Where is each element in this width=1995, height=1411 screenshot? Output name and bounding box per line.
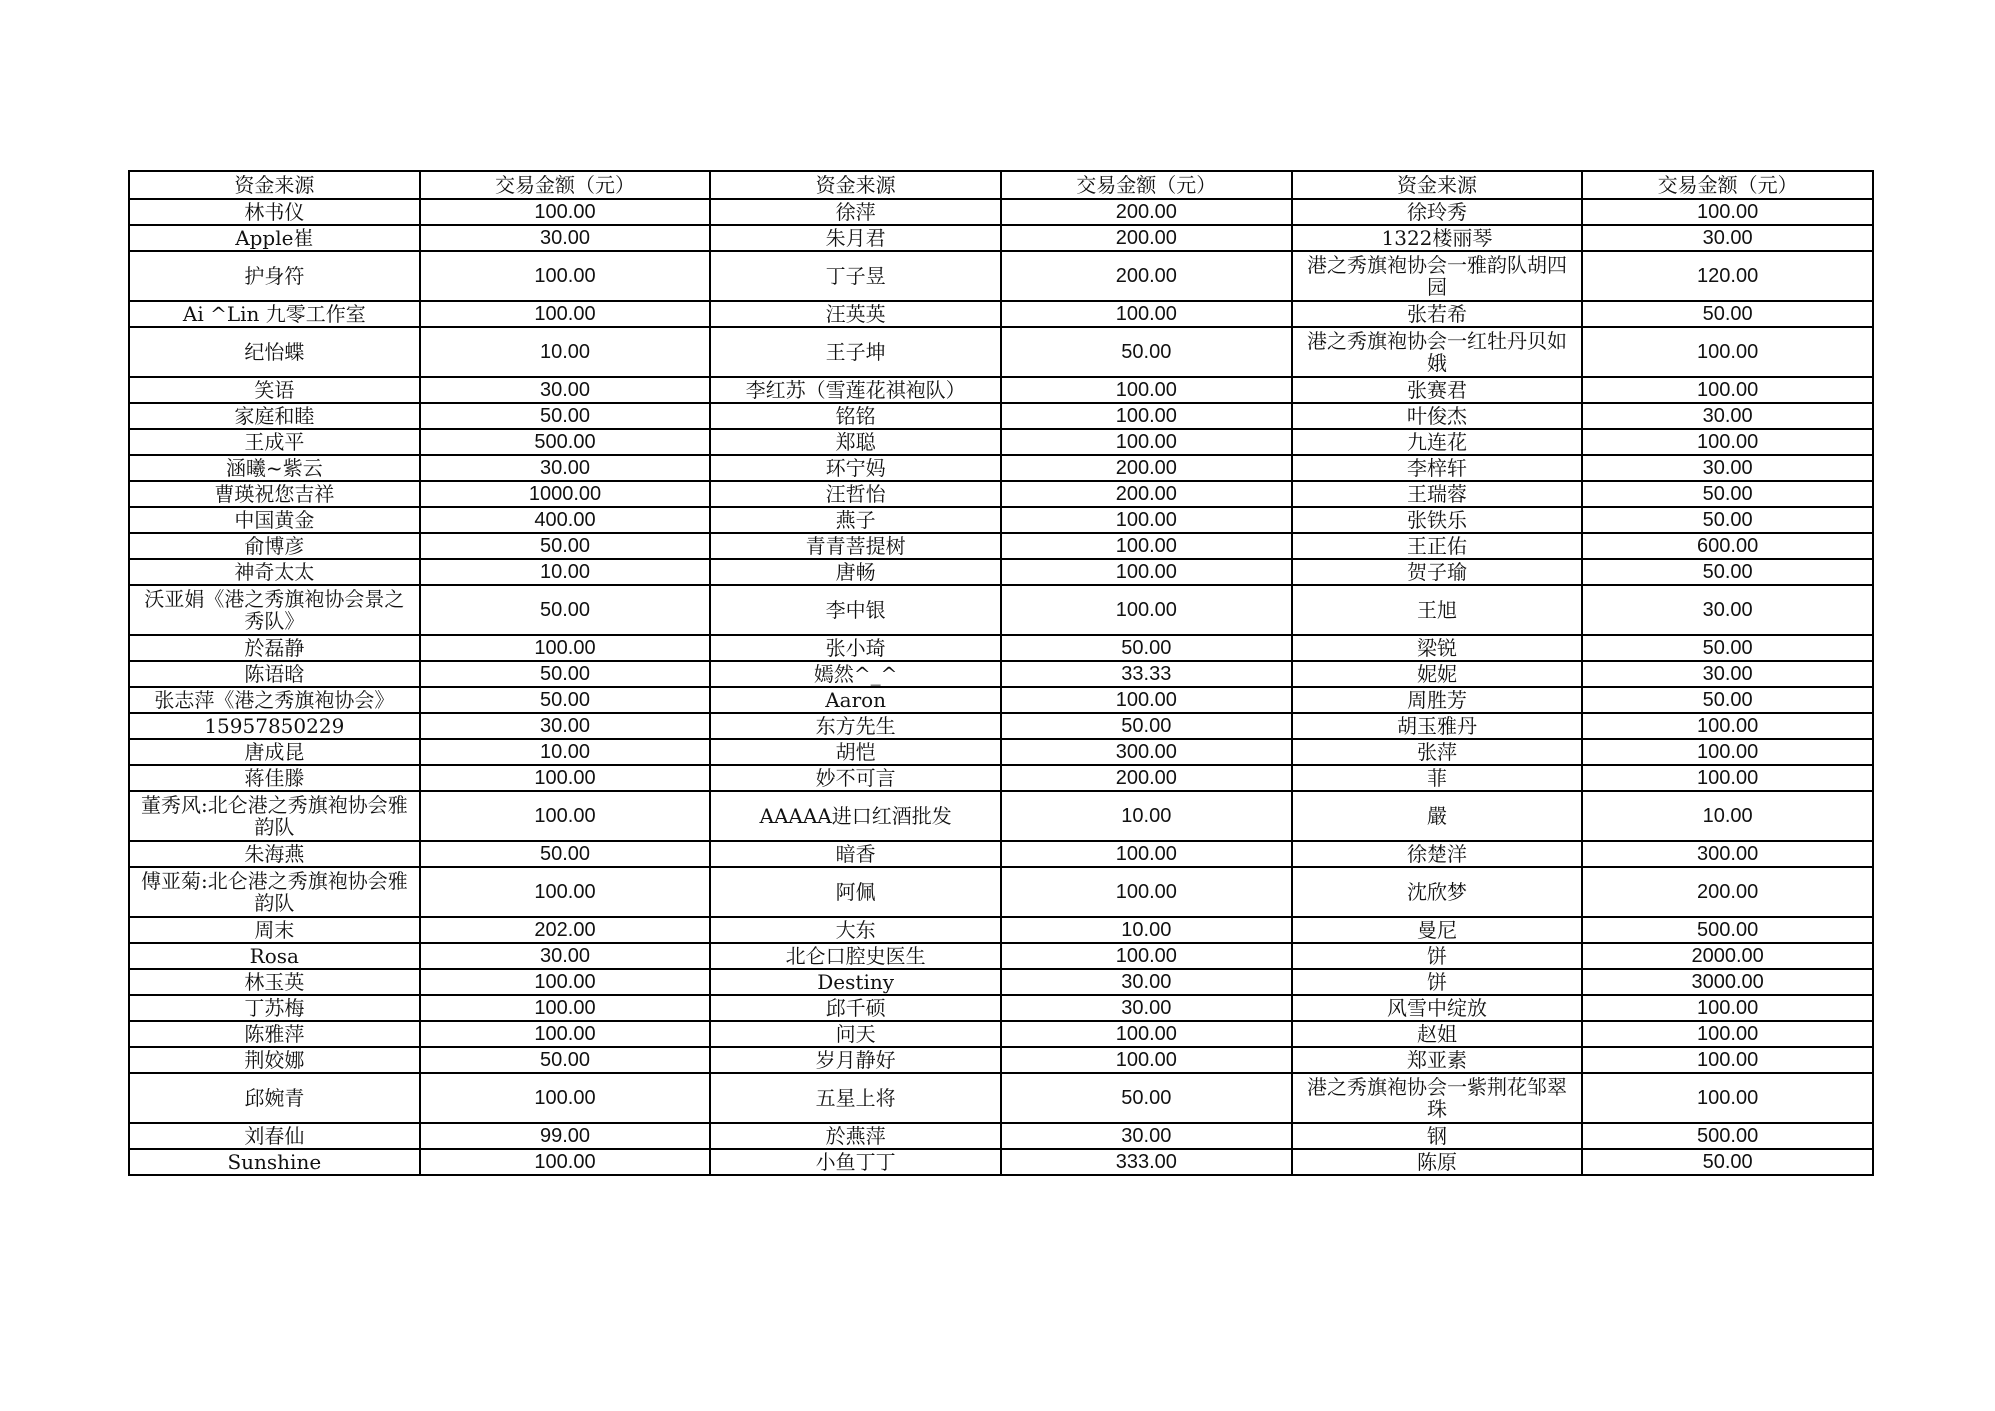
cell-source-1: 曹瑛祝您吉祥 (129, 481, 420, 507)
cell-source-3: 九连花 (1292, 429, 1583, 455)
cell-amount-1: 10.00 (420, 327, 711, 377)
cell-source-2: 邱千硕 (710, 995, 1001, 1021)
table-row (129, 429, 1873, 455)
cell-source-2: 东方先生 (710, 713, 1001, 739)
cell-amount-1: 50.00 (420, 1047, 711, 1073)
cell-source-2: 铭铭 (710, 403, 1001, 429)
cell-source-3: 徐楚洋 (1292, 841, 1583, 867)
cell-amount-3: 500.00 (1582, 1123, 1873, 1149)
cell-source-1: 15957850229 (129, 713, 420, 739)
cell-amount-3: 100.00 (1582, 1047, 1873, 1073)
cell-source-3: 饼 (1292, 943, 1583, 969)
cell-source-2: 问天 (710, 1021, 1001, 1047)
cell-amount-1: 50.00 (420, 661, 711, 687)
cell-amount-2: 10.00 (1001, 791, 1292, 841)
cell-source-3: 贺子瑜 (1292, 559, 1583, 585)
table-row (129, 251, 1873, 301)
cell-amount-1: 50.00 (420, 687, 711, 713)
cell-source-3: 郑亚素 (1292, 1047, 1583, 1073)
cell-amount-3: 100.00 (1582, 995, 1873, 1021)
cell-source-3: 饼 (1292, 969, 1583, 995)
cell-amount-1: 100.00 (420, 995, 711, 1021)
cell-source-2: 五星上将 (710, 1073, 1001, 1123)
table-row (129, 687, 1873, 713)
donation-sheet (128, 170, 1872, 1176)
cell-source-1: 唐成昆 (129, 739, 420, 765)
cell-amount-3: 50.00 (1582, 1149, 1873, 1175)
cell-source-2: 丁子昱 (710, 251, 1001, 301)
cell-source-3: 港之秀旗袍协会一雅韵队胡四园 (1292, 251, 1583, 301)
cell-amount-3: 100.00 (1582, 765, 1873, 791)
cell-source-1: 张志萍《港之秀旗袍协会》 (129, 687, 420, 713)
table-row (129, 481, 1873, 507)
cell-amount-2: 200.00 (1001, 765, 1292, 791)
cell-amount-2: 100.00 (1001, 1047, 1292, 1073)
cell-amount-2: 200.00 (1001, 199, 1292, 225)
header-source-2: 资金来源 (710, 171, 1001, 199)
cell-amount-1: 30.00 (420, 455, 711, 481)
cell-source-2: 徐萍 (710, 199, 1001, 225)
cell-amount-2: 33.33 (1001, 661, 1292, 687)
cell-amount-2: 100.00 (1001, 429, 1292, 455)
cell-source-1: 陈语晗 (129, 661, 420, 687)
cell-amount-3: 30.00 (1582, 661, 1873, 687)
cell-amount-2: 100.00 (1001, 559, 1292, 585)
cell-source-2: 大东 (710, 917, 1001, 943)
cell-source-1: Rosa (129, 943, 420, 969)
cell-amount-3: 100.00 (1582, 429, 1873, 455)
cell-source-2: 朱月君 (710, 225, 1001, 251)
cell-amount-2: 50.00 (1001, 327, 1292, 377)
cell-source-1: 林书仪 (129, 199, 420, 225)
cell-amount-1: 202.00 (420, 917, 711, 943)
cell-amount-2: 200.00 (1001, 225, 1292, 251)
table-row (129, 327, 1873, 377)
cell-amount-2: 10.00 (1001, 917, 1292, 943)
cell-amount-3: 300.00 (1582, 841, 1873, 867)
cell-amount-2: 30.00 (1001, 969, 1292, 995)
cell-amount-3: 10.00 (1582, 791, 1873, 841)
cell-source-3: 王正佑 (1292, 533, 1583, 559)
cell-source-2: 阿佩 (710, 867, 1001, 917)
cell-amount-3: 3000.00 (1582, 969, 1873, 995)
cell-amount-1: 100.00 (420, 251, 711, 301)
cell-amount-2: 30.00 (1001, 1123, 1292, 1149)
cell-amount-2: 50.00 (1001, 1073, 1292, 1123)
cell-amount-3: 50.00 (1582, 301, 1873, 327)
table-row (129, 225, 1873, 251)
cell-amount-1: 10.00 (420, 559, 711, 585)
cell-source-2: 唐畅 (710, 559, 1001, 585)
cell-source-2: 暗香 (710, 841, 1001, 867)
cell-amount-1: 50.00 (420, 841, 711, 867)
cell-amount-1: 10.00 (420, 739, 711, 765)
cell-amount-3: 30.00 (1582, 585, 1873, 635)
cell-source-3: 李梓轩 (1292, 455, 1583, 481)
table-row (129, 1123, 1873, 1149)
cell-amount-3: 100.00 (1582, 377, 1873, 403)
cell-amount-2: 100.00 (1001, 1021, 1292, 1047)
cell-amount-2: 100.00 (1001, 507, 1292, 533)
header-amount-1: 交易金额（元） (420, 171, 711, 199)
table-row (129, 713, 1873, 739)
cell-amount-2: 200.00 (1001, 251, 1292, 301)
cell-source-1: 家庭和睦 (129, 403, 420, 429)
cell-source-1: 笑语 (129, 377, 420, 403)
cell-amount-1: 50.00 (420, 403, 711, 429)
cell-source-2: Destiny (710, 969, 1001, 995)
cell-source-3: 王旭 (1292, 585, 1583, 635)
cell-amount-1: 100.00 (420, 1073, 711, 1123)
cell-source-1: 傅亚菊:北仑港之秀旗袍协会雅韵队 (129, 867, 420, 917)
cell-source-2: AAAAA进口红酒批发 (710, 791, 1001, 841)
cell-amount-2: 30.00 (1001, 995, 1292, 1021)
cell-source-3: 曼尼 (1292, 917, 1583, 943)
cell-source-1: 邱婉青 (129, 1073, 420, 1123)
table-row (129, 1073, 1873, 1123)
cell-amount-3: 100.00 (1582, 739, 1873, 765)
cell-amount-3: 120.00 (1582, 251, 1873, 301)
cell-amount-2: 200.00 (1001, 481, 1292, 507)
cell-amount-3: 100.00 (1582, 1021, 1873, 1047)
cell-source-1: 中国黄金 (129, 507, 420, 533)
donation-table-body (129, 171, 1873, 1175)
cell-amount-1: 30.00 (420, 713, 711, 739)
cell-source-3: 嚴 (1292, 791, 1583, 841)
cell-source-1: 护身符 (129, 251, 420, 301)
cell-amount-3: 600.00 (1582, 533, 1873, 559)
cell-source-2: 李红苏（雪莲花祺袍队） (710, 377, 1001, 403)
cell-amount-2: 100.00 (1001, 943, 1292, 969)
header-amount-2: 交易金额（元） (1001, 171, 1292, 199)
cell-amount-2: 100.00 (1001, 585, 1292, 635)
cell-amount-1: 400.00 (420, 507, 711, 533)
table-row (129, 635, 1873, 661)
cell-amount-1: 100.00 (420, 867, 711, 917)
cell-amount-1: 99.00 (420, 1123, 711, 1149)
cell-amount-1: 50.00 (420, 585, 711, 635)
cell-source-1: Apple崔 (129, 225, 420, 251)
cell-source-2: 於燕萍 (710, 1123, 1001, 1149)
cell-amount-1: 30.00 (420, 377, 711, 403)
cell-amount-3: 30.00 (1582, 403, 1873, 429)
cell-amount-1: 100.00 (420, 199, 711, 225)
cell-amount-1: 100.00 (420, 791, 711, 841)
table-row (129, 1149, 1873, 1175)
table-row (129, 377, 1873, 403)
cell-amount-1: 100.00 (420, 1021, 711, 1047)
table-row (129, 841, 1873, 867)
cell-source-3: 胡玉雅丹 (1292, 713, 1583, 739)
header-source-1: 资金来源 (129, 171, 420, 199)
table-row (129, 301, 1873, 327)
cell-amount-3: 50.00 (1582, 559, 1873, 585)
cell-source-2: 汪哲怡 (710, 481, 1001, 507)
cell-source-2: 王子坤 (710, 327, 1001, 377)
cell-source-1: 朱海燕 (129, 841, 420, 867)
cell-source-3: 张赛君 (1292, 377, 1583, 403)
cell-source-1: 王成平 (129, 429, 420, 455)
cell-source-1: 荆姣娜 (129, 1047, 420, 1073)
cell-amount-1: 30.00 (420, 225, 711, 251)
cell-source-2: 小鱼丁丁 (710, 1149, 1001, 1175)
table-row (129, 943, 1873, 969)
cell-source-2: 郑聪 (710, 429, 1001, 455)
cell-source-3: 张若希 (1292, 301, 1583, 327)
cell-amount-3: 500.00 (1582, 917, 1873, 943)
cell-source-1: 蒋佳滕 (129, 765, 420, 791)
cell-amount-3: 200.00 (1582, 867, 1873, 917)
table-row (129, 917, 1873, 943)
cell-amount-2: 100.00 (1001, 867, 1292, 917)
table-row (129, 969, 1873, 995)
cell-source-3: 赵姐 (1292, 1021, 1583, 1047)
cell-amount-2: 200.00 (1001, 455, 1292, 481)
cell-source-3: 风雪中绽放 (1292, 995, 1583, 1021)
cell-amount-1: 1000.00 (420, 481, 711, 507)
cell-source-3: 张铁乐 (1292, 507, 1583, 533)
cell-source-3: 1322楼丽琴 (1292, 225, 1583, 251)
table-row (129, 1021, 1873, 1047)
cell-amount-2: 100.00 (1001, 301, 1292, 327)
cell-source-2: 环宁妈 (710, 455, 1001, 481)
cell-amount-3: 50.00 (1582, 481, 1873, 507)
table-row (129, 661, 1873, 687)
cell-amount-1: 500.00 (420, 429, 711, 455)
cell-amount-1: 100.00 (420, 301, 711, 327)
table-row (129, 791, 1873, 841)
cell-amount-1: 100.00 (420, 635, 711, 661)
cell-amount-3: 30.00 (1582, 225, 1873, 251)
table-row (129, 995, 1873, 1021)
cell-source-1: 林玉英 (129, 969, 420, 995)
cell-amount-1: 100.00 (420, 969, 711, 995)
cell-amount-3: 100.00 (1582, 199, 1873, 225)
table-row (129, 559, 1873, 585)
cell-source-3: 王瑞蓉 (1292, 481, 1583, 507)
cell-source-2: 汪英英 (710, 301, 1001, 327)
cell-amount-1: 30.00 (420, 943, 711, 969)
cell-source-2: 嫣然^_^ (710, 661, 1001, 687)
cell-source-1: 神奇太太 (129, 559, 420, 585)
cell-amount-3: 50.00 (1582, 507, 1873, 533)
cell-amount-1: 100.00 (420, 1149, 711, 1175)
table-row (129, 533, 1873, 559)
cell-amount-2: 50.00 (1001, 635, 1292, 661)
cell-amount-1: 50.00 (420, 533, 711, 559)
cell-source-1: 俞博彦 (129, 533, 420, 559)
cell-source-3: 陈原 (1292, 1149, 1583, 1175)
cell-source-3: 沈欣梦 (1292, 867, 1583, 917)
cell-source-2: 胡恺 (710, 739, 1001, 765)
cell-source-2: Aaron (710, 687, 1001, 713)
cell-source-3: 周胜芳 (1292, 687, 1583, 713)
cell-amount-1: 100.00 (420, 765, 711, 791)
cell-source-2: 北仑口腔史医生 (710, 943, 1001, 969)
cell-source-3: 徐玲秀 (1292, 199, 1583, 225)
cell-source-3: 菲 (1292, 765, 1583, 791)
cell-source-1: 丁苏梅 (129, 995, 420, 1021)
cell-amount-2: 300.00 (1001, 739, 1292, 765)
table-row (129, 507, 1873, 533)
donation-table (128, 170, 1874, 1176)
cell-source-2: 燕子 (710, 507, 1001, 533)
cell-source-1: 周末 (129, 917, 420, 943)
cell-source-3: 梁锐 (1292, 635, 1583, 661)
cell-source-2: 妙不可言 (710, 765, 1001, 791)
cell-source-1: Ai ^Lin 九零工作室 (129, 301, 420, 327)
cell-source-1: Sunshine (129, 1149, 420, 1175)
cell-source-3: 港之秀旗袍协会一红牡丹贝如娥 (1292, 327, 1583, 377)
cell-amount-2: 100.00 (1001, 377, 1292, 403)
cell-source-3: 张萍 (1292, 739, 1583, 765)
cell-source-3: 港之秀旗袍协会一紫荆花邹翠珠 (1292, 1073, 1583, 1123)
table-row (129, 403, 1873, 429)
cell-source-2: 张小琦 (710, 635, 1001, 661)
cell-amount-2: 100.00 (1001, 403, 1292, 429)
header-source-3: 资金来源 (1292, 171, 1583, 199)
cell-source-3: 妮妮 (1292, 661, 1583, 687)
table-row (129, 455, 1873, 481)
table-row (129, 199, 1873, 225)
cell-amount-3: 2000.00 (1582, 943, 1873, 969)
cell-source-1: 纪怡蝶 (129, 327, 420, 377)
cell-amount-2: 50.00 (1001, 713, 1292, 739)
cell-amount-3: 100.00 (1582, 713, 1873, 739)
cell-amount-2: 100.00 (1001, 841, 1292, 867)
cell-source-3: 叶俊杰 (1292, 403, 1583, 429)
table-header-row (129, 171, 1873, 199)
cell-amount-3: 50.00 (1582, 635, 1873, 661)
cell-amount-2: 100.00 (1001, 533, 1292, 559)
cell-amount-3: 50.00 (1582, 687, 1873, 713)
cell-source-1: 董秀风:北仑港之秀旗袍协会雅韵队 (129, 791, 420, 841)
cell-amount-3: 100.00 (1582, 1073, 1873, 1123)
cell-source-2: 李中银 (710, 585, 1001, 635)
cell-source-1: 於磊静 (129, 635, 420, 661)
cell-source-2: 青青菩提树 (710, 533, 1001, 559)
table-row (129, 1047, 1873, 1073)
cell-source-1: 刘春仙 (129, 1123, 420, 1149)
cell-source-3: 钢 (1292, 1123, 1583, 1149)
header-amount-3: 交易金额（元） (1582, 171, 1873, 199)
table-row (129, 739, 1873, 765)
cell-amount-2: 100.00 (1001, 687, 1292, 713)
cell-amount-2: 333.00 (1001, 1149, 1292, 1175)
table-row (129, 585, 1873, 635)
cell-source-1: 陈雅萍 (129, 1021, 420, 1047)
cell-amount-3: 100.00 (1582, 327, 1873, 377)
cell-source-2: 岁月静好 (710, 1047, 1001, 1073)
cell-amount-3: 30.00 (1582, 455, 1873, 481)
table-row (129, 765, 1873, 791)
table-row (129, 867, 1873, 917)
cell-source-1: 涵曦~紫云 (129, 455, 420, 481)
cell-source-1: 沃亚娟《港之秀旗袍协会景之秀队》 (129, 585, 420, 635)
